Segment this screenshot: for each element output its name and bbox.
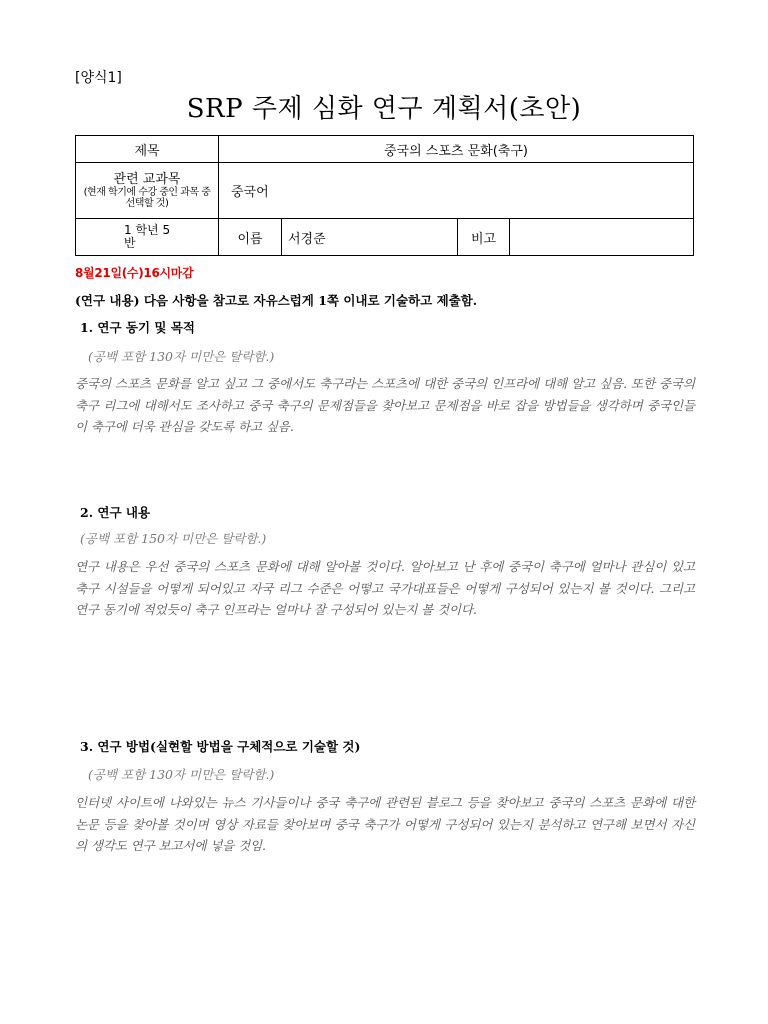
instruction-text: (연구 내용) 다음 사항을 참고로 자유스럽게 1쪽 이내로 기술하고 제출함. xyxy=(75,293,478,308)
grade-class-top: 1 학년 5 xyxy=(124,223,171,237)
grade-class-bottom: 반 xyxy=(124,236,136,250)
subject-row xyxy=(76,136,694,163)
section-2-heading: 2. 연구 내용 xyxy=(80,505,151,520)
section-3-hint: (공백 포함 130자 미만은 탈락함.) xyxy=(88,767,275,782)
section-1-heading: 1. 연구 동기 및 목적 xyxy=(80,320,195,335)
page-title: SRP 주제 심화 연구 계획서(초안) xyxy=(186,94,582,124)
subject-value: 중국의 스포츠 문화(축구) xyxy=(219,136,694,163)
name-value: 서경준 xyxy=(282,219,458,256)
section-3-heading: 3. 연구 방법(실현할 방법을 구체적으로 기술할 것) xyxy=(80,739,361,754)
section-3-body: 인터넷 사이트에 나와있는 뉴스 기사들이나 중국 축구에 관련된 블로그 등을 찾아보고 중국의 스포츠 문화에 대한 논문 등을 찾아볼 것이며 영상 자료들 찾아보며 중국 축구가 어떻게 구성되어 있는지 분석하고 연구해 보면서 자신의 생각도 연구 보고서에 넣을 것임. xyxy=(75,795,695,853)
subject-label: 제목 xyxy=(76,136,219,163)
course-value: 중국어 xyxy=(219,163,694,219)
student-row xyxy=(76,219,694,256)
info-table xyxy=(75,135,694,256)
remark-label: 비고 xyxy=(458,219,510,256)
course-row xyxy=(76,163,694,219)
grade-cell xyxy=(76,219,219,256)
name-label: 이름 xyxy=(219,219,282,256)
course-label-cell xyxy=(76,163,219,219)
deadline-notice: 8월21일(수)16시마감 xyxy=(75,266,194,280)
section-1-body: 중국의 스포츠 문화를 알고 싶고 그 중에서도 축구라는 스포츠에 대한 중국의 인프라에 대해 알고 싶음. 또한 중국의 축구 리그에 대해서도 조사하고 중국 축구의 문제점들을 찾아보고 문제점을 바로 잡을 방법들을 생각하며 중국인들이 축구에 더욱 관심을 갖도록 하고 싶음. xyxy=(75,376,695,434)
form-label: [양식1] xyxy=(75,70,122,86)
course-note: (현재 학기에 수강 중인 과목 중 선택할 것) xyxy=(83,187,211,209)
section-2-body: 연구 내용은 우선 중국의 스포츠 문화에 대해 알아볼 것이다. 알아보고 난 후에 중국이 축구에 얼마나 관심이 있고 축구 시설들을 어떻게 되어있고 자국 리그 수준은 어떻고 국가대표들은 어떻게 구성되어 있는지 볼 것이다. 그리고 연구 동기에 적었듯이 축구 인프라는 얼마나 잘 구성되어 있는지 볼 것이다. xyxy=(75,559,695,617)
section-1-hint: (공백 포함 130자 미만은 탈락함.) xyxy=(88,349,275,364)
remark-value xyxy=(510,219,694,256)
section-2-hint: (공백 포함 150자 미만은 탈락함.) xyxy=(80,531,267,546)
course-label: 관련 교과목 xyxy=(113,172,181,187)
